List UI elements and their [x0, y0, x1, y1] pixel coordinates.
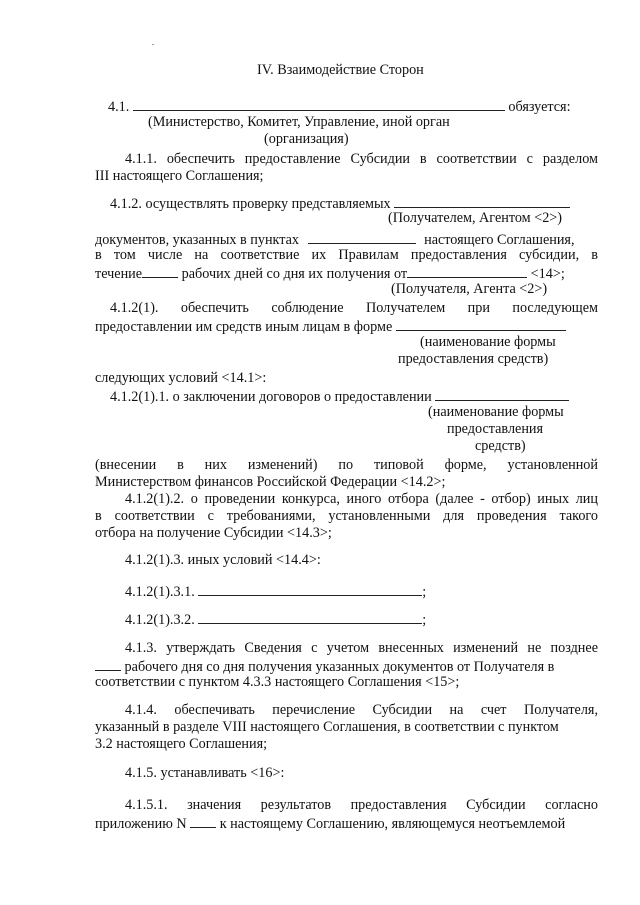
clause-4-1-2-1-2-line: 4.1.2(1).2. о проведении конкурса, иного отбора (далее - отбор) иных лиц	[125, 491, 598, 507]
clause-4-1-1-line: III настоящего Соглашения;	[95, 168, 264, 184]
clause-4-1-2-1-line: следующих условий <14.1>:	[95, 370, 267, 386]
clause-4-1-3-line: соответствии с пунктом 4.3.3 настоящего Соглашения <15>;	[95, 674, 460, 690]
clause-text: ;	[422, 612, 427, 628]
clause-4-1-5-1-line	[95, 814, 565, 833]
blank-field[interactable]	[198, 610, 422, 624]
blank-field[interactable]	[435, 387, 569, 401]
clause-text: 4.1.2(1).1. о заключении договоров о предоставлении	[110, 389, 432, 405]
clause-text: предоставлении им средств иным лицам в форме	[95, 319, 393, 335]
clause-4-1-2-line: в том числе на соответствие их Правилам предоставления субсидии, в	[95, 247, 598, 263]
clause-text: приложению N	[95, 816, 187, 832]
clause-4-1-4-line: 3.2 настоящего Соглашения;	[95, 736, 268, 752]
field-note: (наименование формы	[428, 404, 564, 420]
footnote-ref: <14>;	[530, 266, 565, 282]
clause-4-1-2-1-1-line: (внесении в них изменений) по типовой форме, установленной	[95, 457, 598, 473]
clause-text: к настоящему Соглашению, являющемуся неотъемлемой	[219, 816, 566, 832]
clause-4-1-3-line: 4.1.3. утверждать Сведения с учетом внесенных изменений не позднее	[125, 640, 598, 656]
clause-4-1-5-1-line: 4.1.5.1. значения результатов предоставления Субсидии согласно	[125, 797, 598, 813]
clause-4-1-4-line: указанный в разделе VIII настоящего Соглашения, в соответствии с пунктом	[95, 719, 559, 735]
clause-number: 4.1.2(1).3.2.	[125, 612, 195, 628]
clause-4-1-1-line: 4.1.1. обеспечить предоставление Субсидии в соответствии с разделом	[125, 151, 598, 167]
field-note: (наименование формы	[420, 334, 556, 350]
clause-4-1-2-1-1-line: Министерством финансов Российской Федерации <14.2>;	[95, 474, 446, 490]
field-note: средств)	[475, 438, 526, 454]
field-note: предоставления	[447, 421, 544, 437]
clause-4-1-2-1-2-line: в соответствии с требованиями, установленными для проведения такого	[95, 508, 598, 524]
clause-4-1-2-1-line: 4.1.2(1). обеспечить соблюдение Получателем при последующем	[110, 300, 598, 316]
clause-number: 4.1.	[108, 99, 130, 115]
clause-text: 4.1.2. осуществлять проверку представляемых	[110, 196, 391, 212]
clause-4-1-4-line: 4.1.4. обеспечивать перечисление Субсидии на счет Получателя,	[125, 702, 598, 718]
clause-4-1-2-1-3-2	[125, 610, 426, 629]
blank-field[interactable]	[95, 657, 121, 671]
clause-text: документов, указанных в пунктах	[95, 232, 300, 248]
section-title: IV. Взаимодействие Сторон	[257, 62, 424, 78]
field-note: предоставления средств)	[398, 351, 549, 367]
clause-4-1-2-1-3-line: 4.1.2(1).3. иных условий <14.4>:	[125, 552, 321, 568]
blank-field[interactable]	[394, 194, 570, 208]
clause-text: рабочих дней со дня их получения от	[181, 266, 408, 282]
blank-field[interactable]	[308, 230, 416, 244]
clause-text: течение	[95, 266, 143, 282]
clause-number: 4.1.2(1).3.1.	[125, 584, 195, 600]
field-note: (Министерство, Комитет, Управление, иной орган	[148, 114, 450, 130]
clause-4-1-2-1-3-1	[125, 582, 426, 601]
blank-field[interactable]	[407, 264, 527, 278]
scan-speck	[152, 44, 154, 45]
blank-field[interactable]	[142, 264, 178, 278]
blank-field[interactable]	[198, 582, 422, 596]
blank-field[interactable]	[396, 317, 566, 331]
field-note: (Получателем, Агентом <2>)	[388, 210, 563, 226]
clause-text: обязуется:	[508, 99, 571, 115]
field-note: (Получателя, Агента <2>)	[391, 281, 548, 297]
blank-field[interactable]	[190, 814, 216, 828]
blank-field[interactable]	[133, 97, 505, 111]
clause-text: настоящего Соглашения,	[424, 232, 575, 248]
clause-text: рабочего дня со дня получения указанных документов от Получателя в	[124, 659, 555, 675]
clause-4-1-5-line: 4.1.5. устанавливать <16>:	[125, 765, 285, 781]
clause-4-1-2-1-2-line: отбора на получение Субсидии <14.3>;	[95, 525, 332, 541]
clause-text: ;	[422, 584, 427, 600]
field-note: (организация)	[264, 131, 349, 147]
